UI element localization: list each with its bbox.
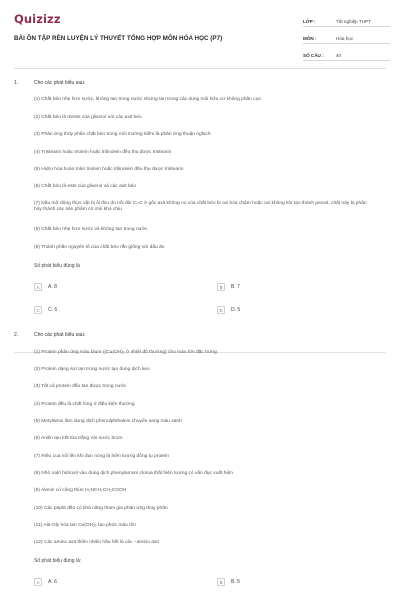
page-title: BÀI ÔN TẬP RÈN LUYỆN LÝ THUYẾT TỔNG HỢP MÔN HÓA HỌC (P7) [14,35,223,42]
statement: (4) Tristearin hoặc triolein hoặc trilinolein đều thu được tristearin [34,150,172,155]
question-number: 1. [14,80,19,86]
option-text: A. 6 [48,579,57,585]
statement: (7) Dầu mỡ động thực vật bị ôi thiu do nối đôi C=C ở gốc axit không no của chất béo bị oxi hóa chậm hoặc oxi không khí tạo thành peoxit, chất này bị phân hủy thành các sản phẩm có mùi khó chịu [34,201,367,213]
option-text: B. 5 [231,579,240,585]
statement: (5) Metylamin làm dung dịch phenolphthalein chuyển sang màu xanh [34,419,182,424]
statement: (9) Thành phần nguyên tố của chất béo rắn giống với dầu ăn [34,245,165,250]
answer-option-a[interactable] [34,283,57,291]
header-divider [14,68,386,69]
meta-row-subject [303,27,390,44]
question-prompt: Cho các phát biểu sau: [34,80,86,86]
statement: (1) Protein phản ứng màu biure ((Cu(OH)₂ ở nhiệt độ thường) cho màu tím đặc trưng. [34,350,219,355]
answer-option-a[interactable] [34,578,57,586]
answer-option-d[interactable] [217,306,240,314]
statement: (5) Hidro hóa hoàn toàn triolein hoặc trilinolein đều thu được tristearin [34,167,184,172]
option-letter-box: A [34,283,42,291]
question-number: 2. [14,332,19,338]
option-letter-box: D [217,306,225,314]
option-letter-box: A [34,578,42,586]
meta-label-subject: MÔN : [303,36,317,41]
answer-option-b[interactable] [217,578,240,586]
option-text: D. 5 [231,307,241,313]
statement: (12) Các amino axit thiên nhiên hầu hết là các −amino axit [34,540,159,545]
meta-value-count: 40 [336,53,342,58]
statement: (8) Chất béo nhẹ hơn nước và không tan trong nước [34,227,148,232]
statement: (1) Chất béo nhẹ hơn nước, không tan trong nước nhưng tan trong các dung môi hữu cơ không phân cực [34,97,262,102]
option-letter-box: B [217,578,225,586]
statement: (7) Riêu cua nổi lên khi đun nóng là hiện tượng đông tụ protein [34,454,169,459]
question-stem: Số phát biểu đúng là: [34,558,82,564]
option-text: A. 8 [48,284,57,290]
question-stem: Số phát biểu đúng là [34,263,80,269]
answer-option-b[interactable] [217,283,240,291]
option-letter-box: B [217,283,225,291]
statement: (3) Phản ứng thủy phân chất béo trong môi trường kiềm là phản ứng thuận nghịch [34,132,211,137]
meta-row-count [303,44,390,61]
worksheet-meta [303,10,390,61]
meta-value-class: Tốt nghiệp THPT [336,19,371,24]
option-text: C. 6 [48,307,58,313]
answer-option-c[interactable] [34,306,57,314]
quizizz-logo: Quizizz [14,12,61,26]
meta-label-count: SỐ CÂU : [303,53,324,58]
statement: (10) Các peptit đều có khả năng tham gia phản ứng thủy phân [34,506,168,511]
statement: (2) Chất béo là trieste của glixerol với các axit béo [34,115,142,120]
statement: (6) Anilin tạo kết tủa trắng với nước brom [34,436,123,441]
question-prompt: Cho các phát biểu sau: [34,332,86,338]
statement: (4) Protein đều là chất lỏng ở điều kiện thường [34,402,135,407]
meta-label-class: LỚP : [303,19,316,24]
statement: (2) Protein dạng sợi tan trong nước tạo dung dịch keo [34,367,150,372]
statement: (11) Ala-Gly hòa tan Cu(OH)₂ tạo phức màu tím [34,523,136,528]
meta-row-class [303,10,390,27]
statement: (6) Chất béo là este của glixerol và các axit béo [34,184,137,189]
option-text: B. 7 [231,284,240,290]
option-letter-box: C [34,306,42,314]
statement: (3) Tất cả protein đều tan được trong nước [34,384,127,389]
statement: (8) Nhỏ natri hidroxit vào dung dịch phenylamoni clorua thất hiện tượng có vẩn đục xuất hiện [34,471,233,476]
meta-value-subject: Hóa học [336,36,354,41]
statement: (9) Alanin có công thức H₂NCH₂CH₂COOH [34,488,127,493]
